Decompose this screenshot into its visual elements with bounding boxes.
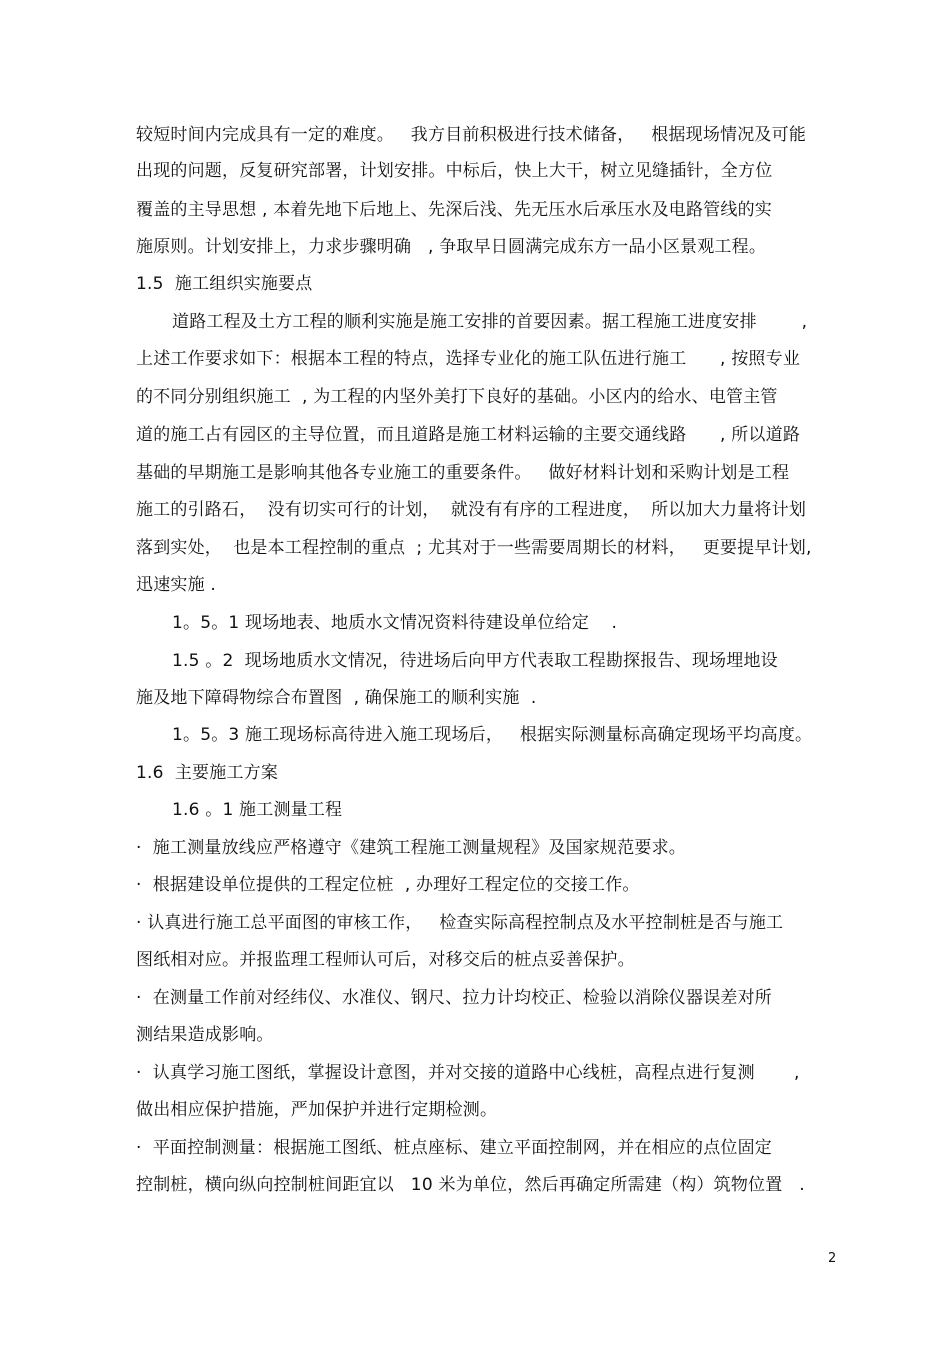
section-heading: 1.6 主要施工方案 [136,763,279,783]
text-line: 覆盖的主导思想 , 本着先地下后地上、先深后浅、先无压水后承压水及电路管线的实 [136,200,773,220]
text-line: 施及地下障碍物综合布置图 , 确保施工的顺利实施 . [136,688,537,708]
text-line: 道的施工占有园区的主导位置，而且道路是施工材料运输的主要交通线路 , 所以道路 [136,425,801,445]
text-line: 落到实处， 也是本工程控制的重点 ; 尤其对于一些需要周期长的材料， 更要提早计划, [136,538,812,558]
text-line: 出现的问题，反复研究部署，计划安排。中标后，快上大干，树立见缝插针，全方位 [136,161,773,181]
text-line: 较短时间内完成具有一定的难度。 我方目前积极进行技术储备， 根据现场情况及可能 [136,125,807,145]
text-line: 测结果造成影响。 [136,1025,274,1045]
subsection-line: 1。5。1 现场地表、地质水文情况资料待建设单位给定 . [172,613,618,633]
text-line: 图纸相对应。并报监理工程师认可后，对移交后的桩点妥善保护。 [136,950,635,970]
subsection-line: 1。5。3 施工现场标高待进入施工现场后， 根据实际测量标高确定现场平均高度。 [172,725,813,745]
text-line: 迅速实施 . [136,575,217,595]
bullet-item: · 认真进行施工总平面图的审核工作， 检查实际高程控制点及水平控制桩是否与施工 [136,913,784,933]
text-line: 做出相应保护措施，严加保护并进行定期检测。 [136,1100,498,1120]
subsection-heading: 1.6 。1 施工测量工程 [172,800,343,820]
page-number: 2 [828,1251,837,1266]
text-line: 的不同分别组织施工 , 为工程的内坚外美打下良好的基础。小区内的给水、电管主管 [136,387,778,407]
subsection-line: 1.5 。2 现场地质水文情况，待进场后向甲方代表取工程勘探报告、现场埋地设 [172,651,778,671]
section-heading: 1.5 施工组织实施要点 [136,274,313,294]
bullet-item: · 施工测量放线应严格遵守《建筑工程施工测量规程》及国家规范要求。 [136,838,687,858]
bullet-item: · 平面控制测量：根据施工图纸、桩点座标、建立平面控制网，并在相应的点位固定 [136,1138,773,1158]
bullet-item: · 在测量工作前对经纬仪、水准仪、钢尺、拉力计均校正、检验以消除仪器误差对所 [136,988,773,1008]
bullet-item: · 认真学习施工图纸，掌握设计意图，并对交接的道路中心线桩，高程点进行复测 , [136,1063,800,1083]
text-line: 施原则。计划安排上，力求步骤明确 , 争取早日圆满完成东方一品小区景观工程。 [136,237,767,257]
text-line: 控制桩，横向纵向控制桩间距宜以 10 米为单位，然后再确定所需建（构）筑物位置 . [136,1175,805,1195]
text-line: 道路工程及土方工程的顺利实施是施工安排的首要因素。据工程施工进度安排 , [172,312,808,332]
text-line: 基础的早期施工是影响其他各专业施工的重要条件。 做好材料计划和采购计划是工程 [136,463,790,483]
bullet-item: · 根据建设单位提供的工程定位桩 , 办理好工程定位的交接工作。 [136,875,640,895]
text-line: 上述工作要求如下：根据本工程的特点，选择专业化的施工队伍进行施工 , 按照专业 [136,349,801,369]
text-line: 施工的引路石， 没有切实可行的计划， 就没有有序的工程进度， 所以加大力量将计划 [136,500,807,520]
